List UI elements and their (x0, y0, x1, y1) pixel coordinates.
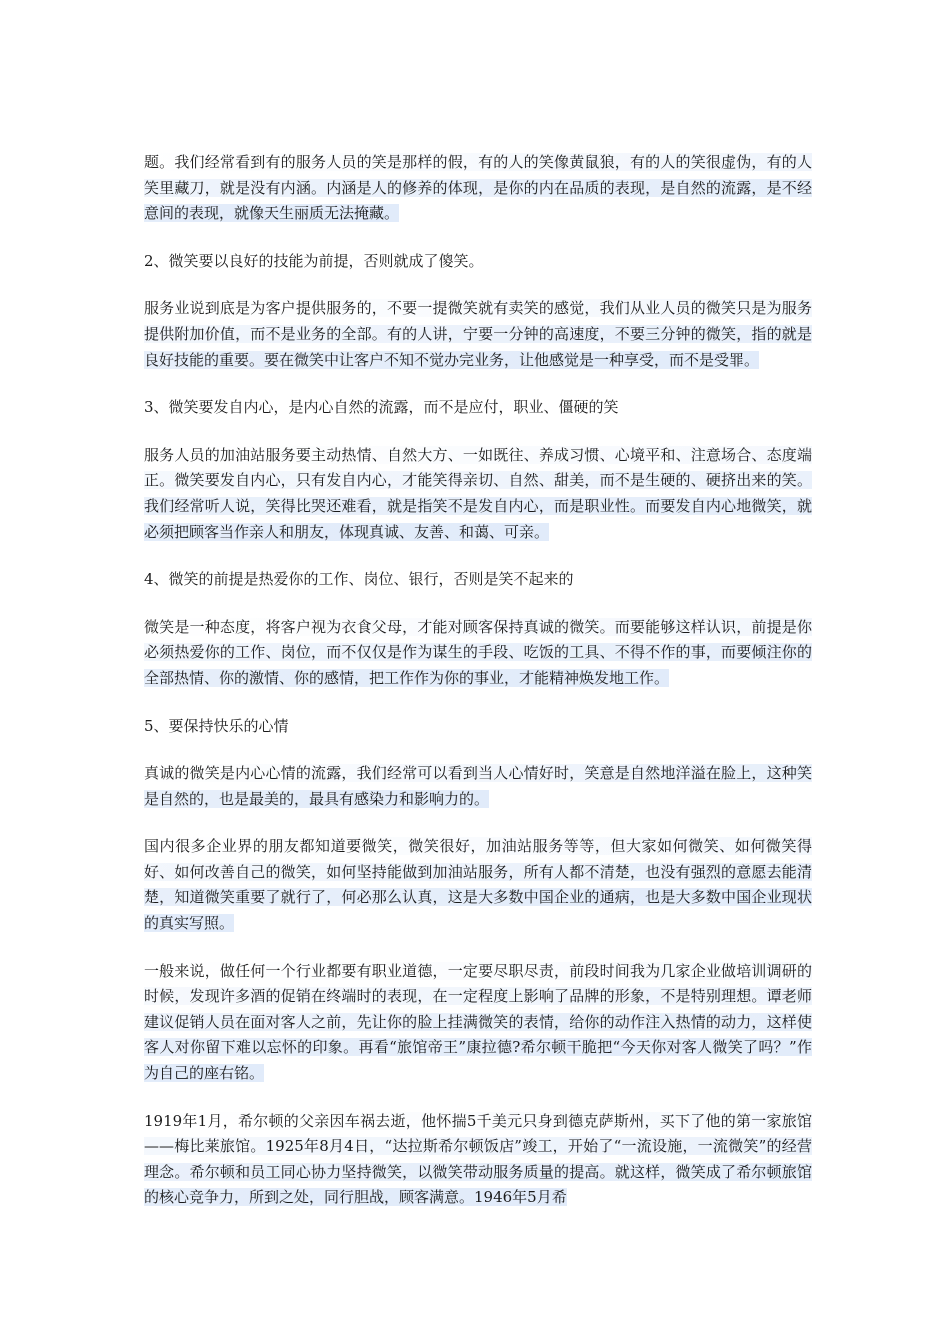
paragraph-text: 真诚的微笑是内心心情的流露，我们经常可以看到当人心情好时，笑意是自然地洋溢在脸上，这种笑是自然的，也是最美的，最具有感染力和影响力的。 (144, 764, 812, 808)
paragraph-companies (144, 834, 812, 936)
paragraph-text: 国内很多企业界的朋友都知道要微笑，微笑很好，加油站服务等等，但大家如何微笑、如何微笑得好、如何改善自己的微笑，如何坚持能做到加油站服务，所有人都不清楚，也没有强烈的意愿去能清楚，知道微笑重要了就行了，何必那么认真，这是大多数中国企业的通病，也是大多数中国企业现状的真实写照。 (144, 837, 812, 933)
section-heading-4: 4、微笑的前提是热爱你的工作、岗位、银行，否则是笑不起来的 (144, 570, 574, 589)
paragraph-text: 题。我们经常看到有的服务人员的笑是那样的假，有的人的笑像黄鼠狼，有的人的笑很虚伪，有的人笑里藏刀，就是没有内涵。内涵是人的修养的体现，是你的内在品质的表现，是自然的流露，是不经意间的表现，就像天生丽质无法掩藏。 (144, 153, 812, 223)
paragraph-attitude (144, 615, 812, 692)
paragraph-hilton (144, 1109, 812, 1211)
paragraph-ethics (144, 959, 812, 1087)
paragraph-sincere (144, 443, 812, 545)
paragraph-skills (144, 296, 812, 373)
document-body (144, 150, 812, 1233)
paragraph-text: 服务人员的加油站服务要主动热情、自然大方、一如既往、养成习惯、心境平和、注意场合、态度端正。微笑要发自内心，只有发自内心，才能笑得亲切、自然、甜美，而不是生硬的、硬挤出来的笑。我们经常听人说，笑得比哭还难看，就是指笑不是发自内心，而是职业性。而要发自内心地微笑，就必须把顾客当作亲人和朋友，体现真诚、友善、和蔼、可亲。 (144, 445, 812, 541)
paragraph-text: 一般来说，做任何一个行业都要有职业道德，一定要尽职尽责，前段时间我为几家企业做培训调研的时候，发现许多酒的促销在终端时的表现，在一定程度上影响了品牌的形象，不是特别理想。谭老师建议促销人员在面对客人之前，先让你的脸上挂满微笑的表情，给你的动作注入热情的动力，这样使客人对你留下难以忘怀的印象。再看“旅馆帝王”康拉德?希尔顿干脆把“今天你对客人微笑了吗？”作为自己的座右铭。 (144, 961, 812, 1083)
section-heading-2: 2、微笑要以良好的技能为前提，否则就成了傻笑。 (144, 251, 484, 270)
paragraph-text: 1919年1月，希尔顿的父亲因车祸去逝，他怀揣5千美元只身到德克萨斯州，买下了他的第一家旅馆——梅比莱旅馆。1925年8月4日，“达拉斯希尔顿饭店”竣工，开始了“一流设施，一流微笑”的经营理念。希尔顿和员工同心协力坚持微笑，以微笑带动服务质量的提高。就这样，微笑成了希尔顿旅馆的核心竞争力，所到之处，同行胆战，顾客满意。1946年5月希 (144, 1111, 812, 1207)
paragraph-intro (144, 150, 812, 227)
paragraph-text: 服务业说到底是为客户提供服务的，不要一提微笑就有卖笑的感觉，我们从业人员的微笑只是为服务提供附加价值，而不是业务的全部。有的人讲，宁要一分钟的高速度，不要三分钟的微笑，指的就是良好技能的重要。要在微笑中让客户不知不觉办完业务，让他感觉是一种享受，而不是受罪。 (144, 299, 812, 369)
section-heading-3: 3、微笑要发自内心，是内心自然的流露，而不是应付，职业、僵硬的笑 (144, 398, 619, 417)
section-heading-5: 5、要保持快乐的心情 (144, 716, 289, 735)
paragraph-text: 微笑是一种态度，将客户视为衣食父母，才能对顾客保持真诚的微笑。而要能够这样认识，前提是你必须热爱你的工作、岗位，而不仅仅是作为谋生的手段、吃饭的工具、不得不作的事，而要倾注你的全部热情、你的激情、你的感情，把工作作为你的事业，才能精神焕发地工作。 (144, 617, 812, 687)
paragraph-mood (144, 761, 812, 812)
